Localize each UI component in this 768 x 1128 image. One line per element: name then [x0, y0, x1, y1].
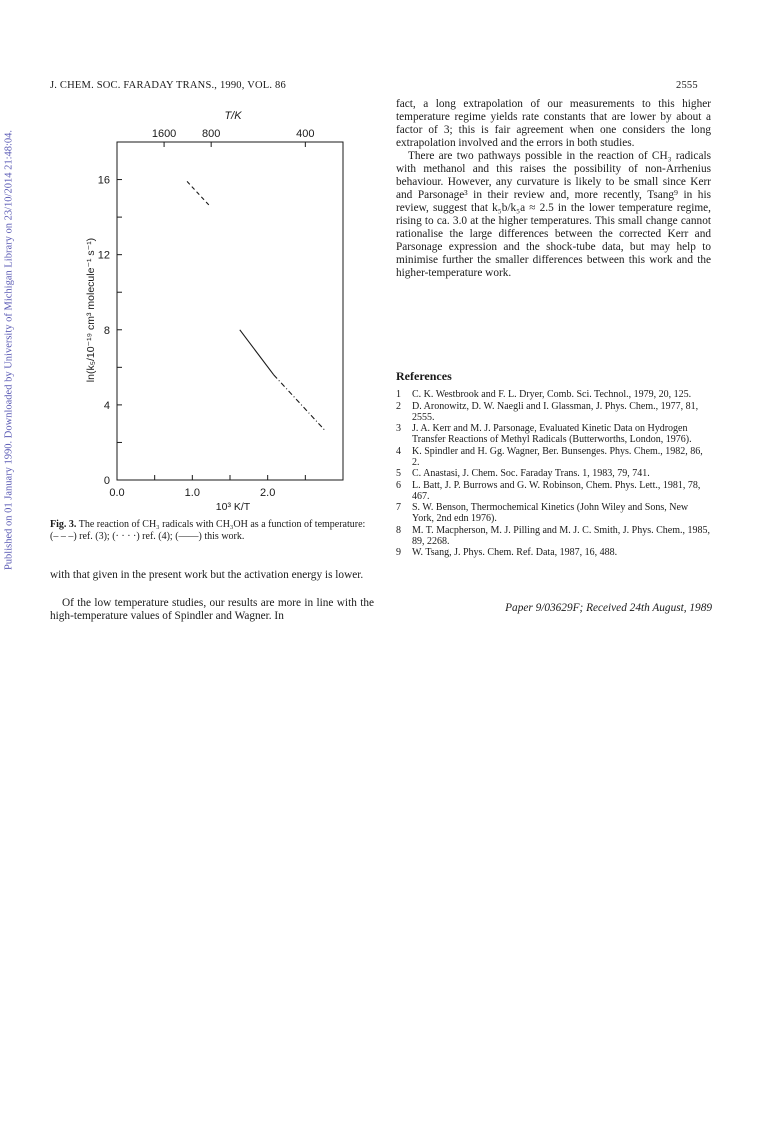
- x-tick-label: 0.0: [109, 487, 125, 499]
- reference-text: C. Anastasi, J. Chem. Soc. Faraday Trans. 1, 1983, 79, 741.: [412, 468, 650, 479]
- page-number: 2555: [676, 80, 698, 91]
- y-axis-label: ln(k₅/10⁻¹⁹ cm³ molecule⁻¹ s⁻¹): [85, 237, 97, 383]
- reference-item: [396, 502, 712, 524]
- series-line-3: [240, 330, 274, 375]
- y-tick-label: 0: [103, 475, 110, 487]
- plot-frame: [117, 142, 343, 480]
- top-tick-label: 1600: [151, 128, 177, 140]
- reference-text: J. A. Kerr and M. J. Parsonage, Evaluated Kinetic Data on Hydrogen Transfer Reactions of Methyl Radicals (Butterworths, London, 1976).: [412, 423, 692, 445]
- series-line-2: [274, 375, 326, 431]
- reference-number: 2: [396, 400, 401, 412]
- x-tick-label: 2.0: [260, 487, 276, 499]
- reference-item: [396, 446, 712, 468]
- reference-text: L. Batt, J. P. Burrows and G. W. Robinson, Chem. Phys. Lett., 1981, 78, 467.: [412, 479, 701, 502]
- figure-caption-text: The reaction of CH₃ radicals with CH₃OH as a function of temperature: (– – –) ref. (3); (· · · ·) ref. (4); (——) this work.: [50, 519, 366, 542]
- top-tick-label: 800: [201, 128, 221, 140]
- reference-number: 8: [396, 524, 401, 536]
- references-list: [396, 389, 712, 559]
- y-tick-label: 16: [97, 174, 110, 187]
- reference-number: 3: [396, 423, 401, 434]
- running-header: J. CHEM. SOC. FARADAY TRANS., 1990, VOL. 86: [50, 80, 286, 91]
- reference-text: W. Tsang, J. Phys. Chem. Ref. Data, 1987, 16, 488.: [412, 547, 618, 558]
- reference-text: K. Spindler and H. Gg. Wagner, Ber. Bunsenges. Phys. Chem., 1982, 86, 2.: [412, 445, 703, 468]
- reference-number: 9: [396, 547, 401, 558]
- x-tick-label: 1.0: [184, 487, 200, 499]
- reference-text: M. T. Macpherson, M. J. Pilling and M. J. C. Smith, J. Phys. Chem., 1985, 89, 2268.: [412, 524, 710, 547]
- reference-number: 5: [396, 468, 401, 479]
- reference-number: 1: [396, 389, 401, 400]
- figure-caption: [50, 519, 374, 543]
- series-line-1: [187, 181, 210, 205]
- reference-text: D. Aronowitz, D. W. Naegli and I. Glassman, J. Phys. Chem., 1977, 81, 2555.: [412, 400, 699, 423]
- left-paragraph-1: with that given in the present work but the activation energy is lower.: [50, 569, 364, 581]
- reference-item: [396, 480, 712, 502]
- x-axis-label: 10³ K/T: [215, 501, 251, 513]
- reference-number: 7: [396, 502, 401, 513]
- y-tick-label: 4: [103, 399, 110, 412]
- reference-item: [396, 468, 712, 479]
- reference-item: [396, 525, 712, 547]
- reference-number: 4: [396, 445, 401, 457]
- reference-item: [396, 401, 712, 423]
- right-column: [396, 98, 711, 280]
- paper-received-note: Paper 9/03629F; Received 24th August, 1989: [505, 602, 712, 614]
- download-watermark: Published on 01 January 1990. Downloaded by University of Michigan Library on 23/10/2014 21:48:04.: [3, 129, 15, 571]
- y-tick-label: 12: [97, 249, 110, 262]
- reference-text: C. K. Westbrook and F. L. Dryer, Comb. Sci. Technol., 1979, 20, 125.: [412, 389, 692, 400]
- figure-label: Fig. 3.: [50, 519, 77, 530]
- reference-number: 6: [396, 479, 401, 491]
- reference-item: [396, 547, 712, 558]
- top-axis-label: T/K: [224, 110, 242, 122]
- right-paragraph-2: There are two pathways possible in the reaction of CH₃ radicals with methanol and this raises the possibility of non-Arrhenius behaviour. However, any curvature is likely to be small since Kerr and Parsonage³ in their review and, more recently, Tsang⁹ in his review, suggest that k₅b/k₅a ≈ 2.5 in the lower temperature regime, rising to ca. 3.0 at the higher temperatures. This small change cannot rationalise the large differences between the corrected Kerr and Parsonage expression and the shock-tube data, but may help to minimise further the smaller differences between this work and the higher-temperature work.: [396, 150, 711, 279]
- left-paragraph-2: Of the low temperature studies, our results are more in line with the high-temperature values of Spindler and Wagner. In: [50, 597, 374, 622]
- top-tick-label: 400: [296, 128, 315, 140]
- references-heading: References: [396, 369, 452, 383]
- reference-item: [396, 389, 712, 400]
- y-tick-label: 8: [103, 324, 110, 337]
- reference-item: [396, 423, 712, 445]
- reference-text: S. W. Benson, Thermochemical Kinetics (John Wiley and Sons, New York, 2nd edn 1976).: [412, 502, 689, 524]
- right-paragraph-1: fact, a long extrapolation of our measurements to this higher temperature regime yields rate constants that are lower by about a factor of 3; this is fair agreement when one considers the long extrapolation involved and the errors in both studies.: [396, 98, 711, 149]
